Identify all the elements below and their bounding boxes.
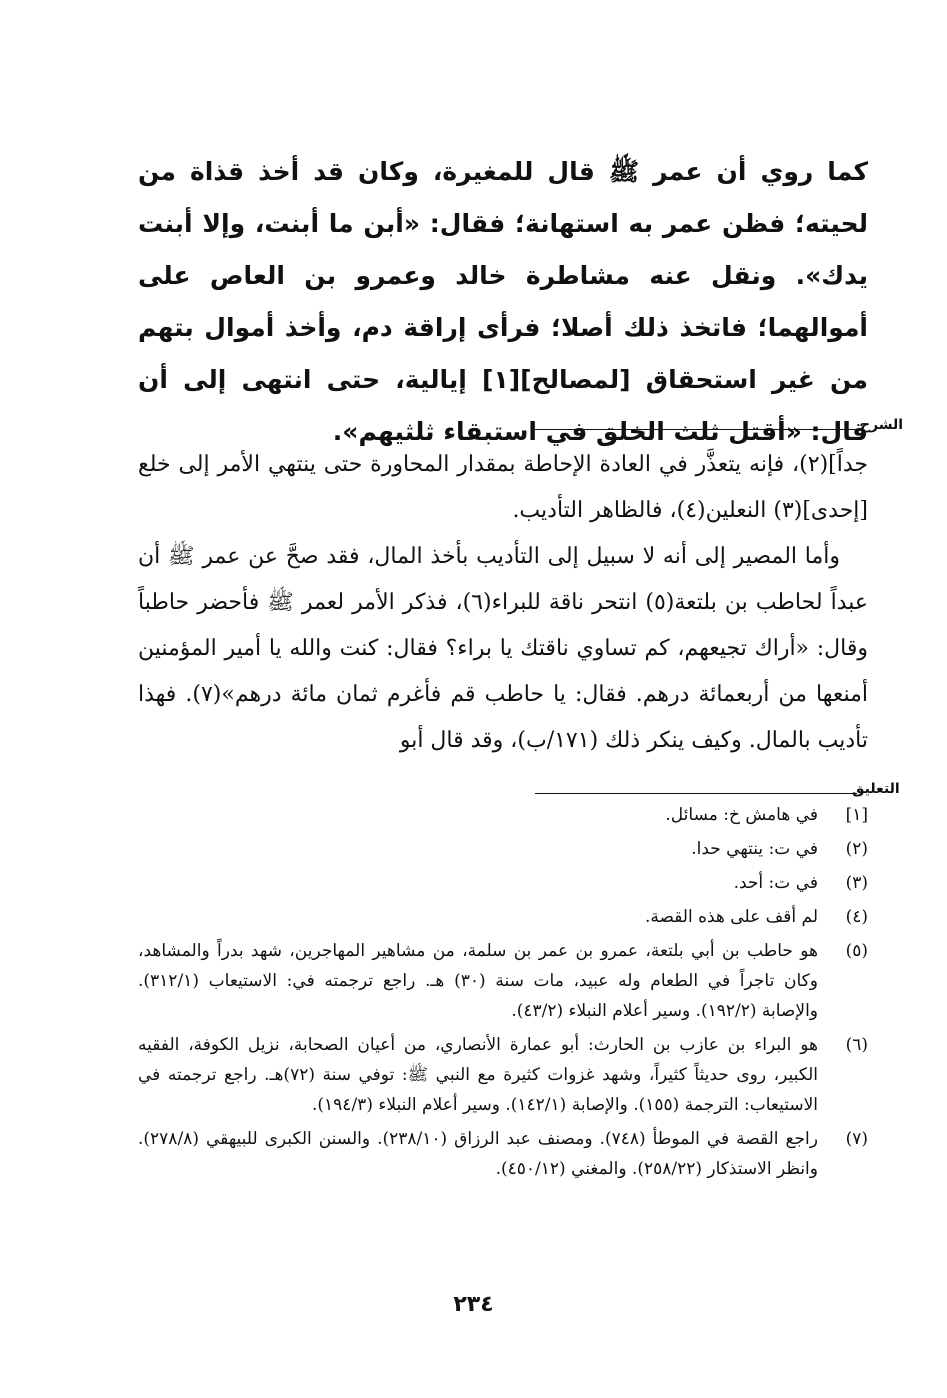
- footnote: [138, 868, 868, 898]
- footnote: [138, 1124, 868, 1184]
- footnote: [138, 1030, 868, 1120]
- footnote-number: (٤): [845, 907, 868, 927]
- footnote-text: في ت: أحد.: [733, 873, 818, 893]
- footnote-text: هو حاطب بن أبي بلتعة، عمرو بن عمر بن سلمة، من مشاهير المهاجرين، شهد بدراً والمشاهد، وكان تاجراً في الطعام وله عبيد، مات سنة (٣٠) هـ. راجع ترجمته في: الاستيعاب (٣١٢/١). والإصابة (١٩٢/٢). وسير أعلام النبلاء (٤٣/٢).: [138, 941, 818, 1021]
- commentary-paragraph: وأما المصير إلى أنه لا سبيل إلى التأديب بأخذ المال، فقد صحَّ عن عمر ﷺ أن عبداً لحاطب بن بلتعة(٥) انتحر ناقة للبراء(٦)، فذكر الأمر لعمر ﷺ فأحضر حاطباً وقال: «أراك تجيعهم، كم تساوي ناقتك يا براء؟ فقال: كنت والله يا أمير المؤمنين أمنعها من أربعمائة درهم. فقال: يا حاطب قم فأغرم ثمان مائة درهم»(٧). فهذا تأديب بالمال. وكيف ينكر ذلك (١٧١/ب)، وقد قال أبو: [138, 544, 868, 753]
- main-text: [138, 146, 868, 458]
- sharh-label: الشرح: [860, 417, 904, 433]
- commentary-section: [138, 442, 868, 764]
- footnotes: [138, 800, 868, 1188]
- footnote-text: راجع القصة في الموطأ (٧٤٨). ومصنف عبد الرزاق (٢٣٨/١٠). والسنن الكبرى للبيهقي (٢٧٨/٨). وانظر الاستذكار (٢٥٨/٢٢). والمغني (٤٥٠/١٢).: [138, 1129, 818, 1179]
- taliq-divider: [535, 793, 857, 794]
- footnote: [138, 834, 868, 864]
- footnote-number: (٥): [845, 941, 868, 961]
- footnote: [138, 936, 868, 1026]
- footnote-text: هو البراء بن عازب بن الحارث: أبو عمارة الأنصاري، من أعيان الصحابة، نزيل الكوفة، الفقيه الكبير، روى حديثاً كثيراً، وشهد غزوات كثيرة مع النبي ﷺ: توفي سنة (٧٢)هـ. راجع ترجمته في الاستيعاب: الترجمة (١٥٥). والإصابة (١٤٢/١). وسير أعلام النبلاء (١٩٤/٣).: [138, 1035, 818, 1115]
- footnote-number: (٣): [845, 873, 868, 893]
- footnote-number: (٧): [845, 1129, 868, 1149]
- footnote-text: في هامش خ: مسائل.: [665, 805, 818, 825]
- sharh-divider: [535, 429, 857, 430]
- footnote-text: في ت: ينتهي حدا.: [691, 839, 818, 859]
- footnote-number: (٦): [845, 1035, 868, 1055]
- footnote-number: [١]: [845, 805, 868, 825]
- footnote-number: (٢): [845, 839, 868, 859]
- commentary-paragraph: جداً](٢)، فإنه يتعذَّر في العادة الإحاطة بمقدار المحاورة حتى ينتهي الأمر إلى خلع [إحدى](٣) النعلين(٤)، فالظاهر التأديب.: [138, 452, 868, 523]
- page-number: ٢٣٤: [453, 1292, 494, 1317]
- footnote: [138, 800, 868, 830]
- footnote: [138, 902, 868, 932]
- footnote-text: لم أقف على هذه القصة.: [644, 907, 818, 927]
- main-text-paragraph: كما روي أن عمر ﷺ قال للمغيرة، وكان قد أخذ قذاة من لحيته؛ فظن عمر به استهانة؛ فقال: «أبن ما أبنت، وإلا أبنت يدك». ونقل عنه مشاطرة خالد وعمرو بن العاص على أموالهما؛ فاتخذ ذلك أصلا؛ فرأى إراقة دم، وأخذ أموال بتهم من غير استحقاق [لمصالح][١] إيالية، حتى انتهى إلى أن قال: «أقتل ثلث الخلق في استبقاء ثلثيهم».: [138, 157, 868, 446]
- taliq-label: التعليق: [852, 781, 900, 797]
